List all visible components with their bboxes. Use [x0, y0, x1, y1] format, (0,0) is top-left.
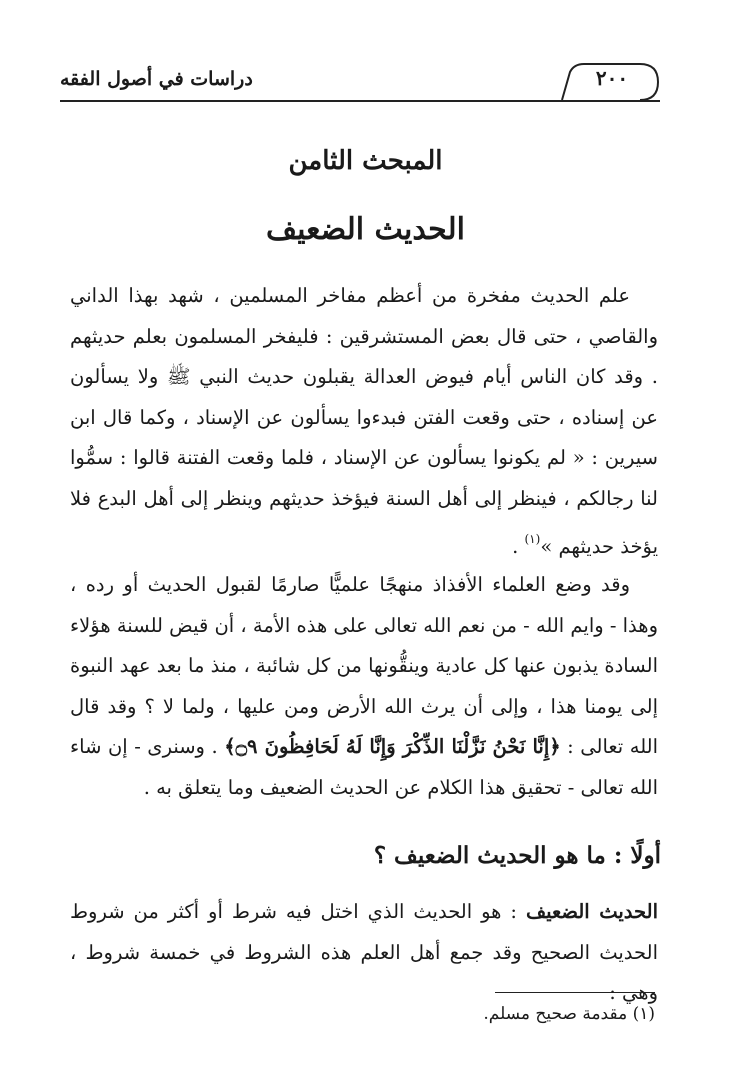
question-heading: أولًا : ما هو الحديث الضعيف ؟ — [373, 842, 661, 869]
defined-term: الحديث الضعيف — [525, 900, 658, 923]
paragraph-1-text: علم الحديث مفخرة من أعظم مفاخر المسلمين ، شهد بهذا الداني والقاصي ، حتى قال بعض المستشرقين : فليفخر المسلمون بعلم حديثهم . وقد كان الناس أيام فيوض العدالة يقبلون حديث النبي ﷺ ولا يسألون عن إسناده ، حتى وقعت الفتن فبدءوا يسألون عن الإسناد ، وكما قال ابن سيرين : « لم يكونوا يسألون عن الإسناد ، فلما وقعت الفتنة قالوا : سمُّوا لنا رجالكم ، فينظر إلى أهل السنة فيؤخذ حديثهم وينظر إلى أهل البدع فلا يؤخذ حديثهم » — [70, 284, 658, 558]
footnote-ref[interactable]: (١) — [524, 532, 541, 546]
page-number: ٢٠٠ — [595, 66, 629, 90]
paragraph-1 — [70, 276, 658, 568]
paragraph-3-text: : هو الحديث الذي اختل فيه شرط أو أكثر من شروط الحديث الصحيح وقد جمع أهل العلم هذه الشروط في خمسة شروط ، وهي : — [70, 900, 658, 1004]
page-header — [60, 62, 660, 102]
topic-title: الحديث الضعيف — [266, 212, 465, 247]
paragraph-2 — [70, 565, 658, 808]
footnote: (١) مقدمة صحيح مسلم. — [483, 1004, 655, 1024]
footnote-rule — [495, 992, 655, 993]
header-rule — [60, 100, 660, 102]
paragraph-3 — [70, 892, 658, 1014]
quran-verse: ﴿إِنَّا نَحْنُ نَزَّلْنَا الذِّكْرَ وَإِنَّا لَهُ لَحَافِظُونَ ۝٩﴾ — [224, 735, 561, 758]
section-title: المبحث الثامن — [288, 146, 443, 176]
paragraph-2-text: وقد وضع العلماء الأفذاذ منهجًا علميًّا صارمًا لقبول الحديث أو رده ، وهذا - وايم الله - من نعم الله تعالى على هذه الأمة ، أن قيض للسنة هؤلاء السادة يذبون عنها كل عادية وينقُّونها من كل شائبة ، منذ ما بعد عهد النبوة إلى يومنا هذا ، وإلى أن يرث الله الأرض ومن عليها ، ولما لا ؟ وقد قال الله تعالى : — [70, 573, 659, 758]
paragraph-1-end: . — [512, 535, 525, 558]
paragraph-2-rest: . وسنرى - إن شاء الله تعالى - تحقيق هذا الكلام عن الحديث الضعيف وما يتعلق به . — [70, 735, 658, 799]
book-title: دراسات في أصول الفقه — [60, 68, 253, 90]
